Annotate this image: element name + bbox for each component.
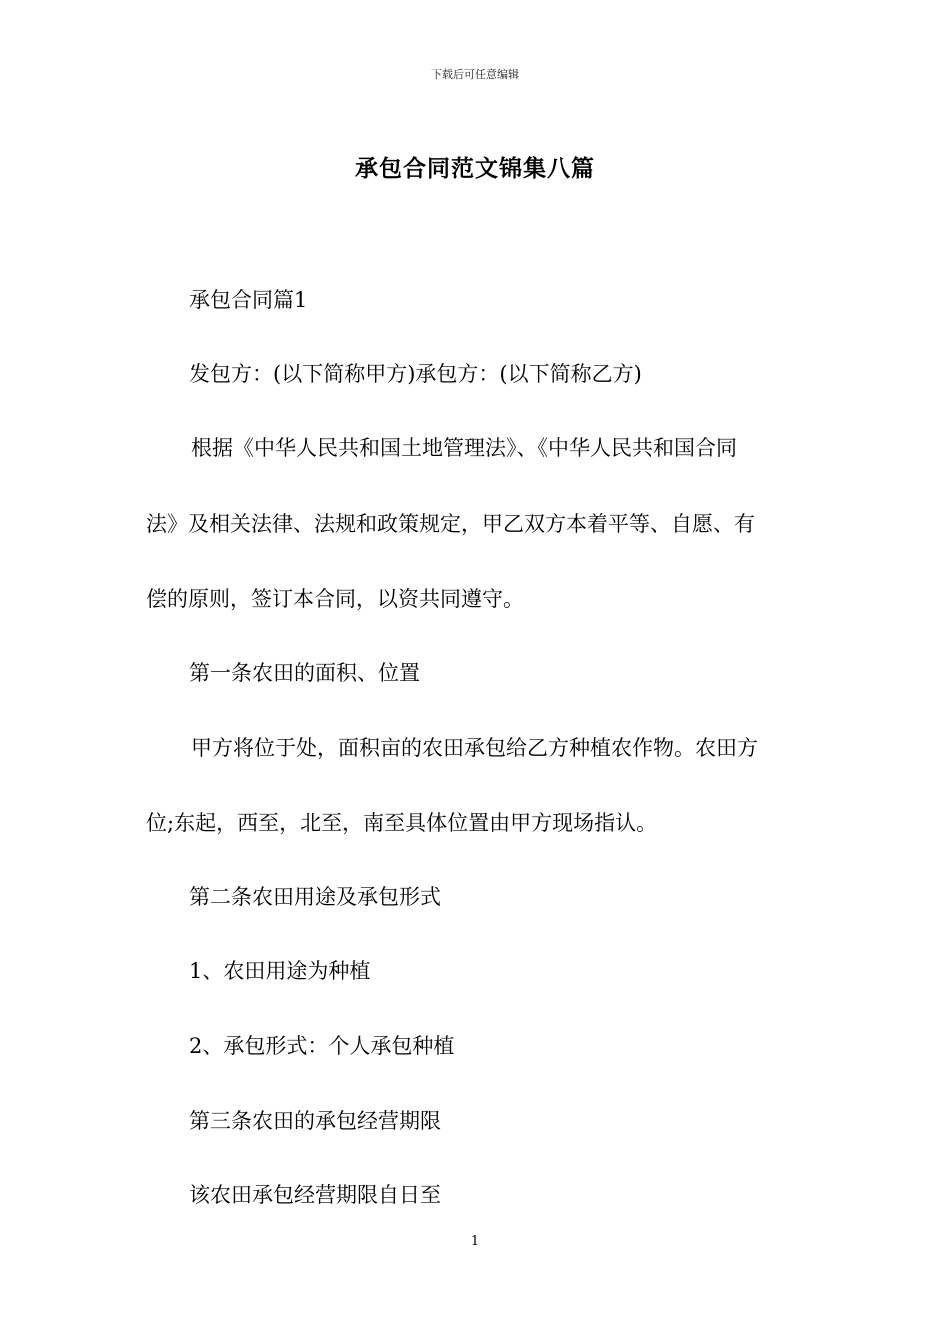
header-note: 下载后可任意编辑 — [431, 68, 519, 81]
article-heading-3: 第三条农田的承包经营期限 — [189, 1109, 441, 1133]
section-heading-contract-1: 承包合同篇1 — [189, 288, 308, 312]
list-item: 1、农田用途为种植 — [189, 959, 371, 983]
page-number: 1 — [470, 1234, 480, 1249]
paragraph-line: 位;东起，西至，北至，南至具体位置由甲方现场指认。 — [146, 811, 658, 835]
article-heading-1: 第一条农田的面积、位置 — [189, 661, 420, 685]
parties-line: 发包方：(以下简称甲方)承包方：(以下简称乙方) — [189, 362, 642, 386]
paragraph-line: 甲方将位于处，面积亩的农田承包给乙方种植农作物。农田方 — [191, 736, 758, 760]
article-heading-2: 第二条农田用途及承包形式 — [189, 885, 441, 909]
document-title: 承包合同范文锦集八篇 — [355, 155, 595, 182]
paragraph-line: 偿的原则，签订本合同，以资共同遵守。 — [146, 587, 524, 611]
paragraph-line: 该农田承包经营期限自日至 — [189, 1183, 441, 1207]
paragraph-line: 法》及相关法律、法规和政策规定，甲乙双方本着平等、自愿、有 — [146, 512, 755, 536]
list-item: 2、承包形式：个人承包种植 — [189, 1034, 455, 1058]
paragraph-line: 根据《中华人民共和国土地管理法》、《中华人民共和国合同 — [191, 436, 737, 460]
